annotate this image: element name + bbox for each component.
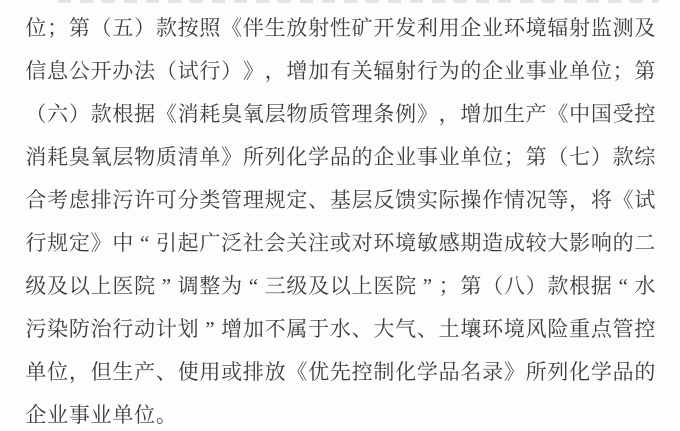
character: 第 bbox=[460, 274, 482, 298]
character: 七 bbox=[569, 145, 591, 169]
character: ； bbox=[612, 59, 634, 83]
character: 污 bbox=[25, 317, 47, 341]
character: 分 bbox=[177, 188, 199, 212]
character: 企 bbox=[25, 403, 47, 427]
character: 排 bbox=[90, 188, 112, 212]
character: 公 bbox=[68, 59, 90, 83]
character: 类 bbox=[199, 188, 221, 212]
character: 环 bbox=[503, 16, 525, 40]
character: 发 bbox=[395, 16, 417, 40]
character: 第 bbox=[68, 16, 90, 40]
character: 款 bbox=[547, 274, 569, 298]
character: 单 bbox=[460, 145, 482, 169]
character: 点 bbox=[590, 317, 612, 341]
character: 产 bbox=[525, 102, 547, 126]
character: 引 bbox=[155, 231, 177, 255]
character: 属 bbox=[286, 317, 308, 341]
character: 据 bbox=[590, 274, 612, 298]
character: 染 bbox=[47, 317, 69, 341]
character: 息 bbox=[47, 59, 69, 83]
character: 以 bbox=[329, 274, 351, 298]
character: 的 bbox=[351, 145, 373, 169]
character: 位 bbox=[25, 16, 47, 40]
character: 先 bbox=[329, 360, 351, 384]
character: 气 bbox=[395, 317, 417, 341]
character: 管 bbox=[221, 188, 243, 212]
character: 险 bbox=[547, 317, 569, 341]
character: 化 bbox=[569, 360, 591, 384]
character: 》 bbox=[90, 231, 112, 255]
character: 医 bbox=[373, 274, 395, 298]
character: 对 bbox=[351, 231, 373, 255]
character: 单 bbox=[25, 360, 47, 384]
character: ” bbox=[161, 274, 172, 298]
text-line bbox=[25, 351, 657, 394]
character: 物 bbox=[286, 102, 308, 126]
character: 及 bbox=[308, 274, 330, 298]
text-line bbox=[25, 7, 657, 50]
character: 医 bbox=[112, 274, 134, 298]
character: 重 bbox=[569, 317, 591, 341]
character: 列 bbox=[547, 360, 569, 384]
character: 增 bbox=[221, 317, 243, 341]
character: 、 bbox=[308, 188, 330, 212]
character: 八 bbox=[503, 274, 525, 298]
character: 院 bbox=[134, 274, 156, 298]
character: 、 bbox=[155, 360, 177, 384]
character: 水 bbox=[634, 274, 656, 298]
character: 敏 bbox=[416, 231, 438, 255]
character: ） bbox=[221, 59, 243, 83]
character: 业 bbox=[438, 145, 460, 169]
character: 《 bbox=[612, 188, 634, 212]
character: 业 bbox=[90, 403, 112, 427]
character: 辐 bbox=[547, 16, 569, 40]
character: 开 bbox=[90, 59, 112, 83]
character: 测 bbox=[612, 16, 634, 40]
character: ， bbox=[569, 188, 591, 212]
character: 控 bbox=[351, 360, 373, 384]
character: ， bbox=[68, 360, 90, 384]
character: 感 bbox=[438, 231, 460, 255]
character: 社 bbox=[242, 231, 264, 255]
character: 基 bbox=[329, 188, 351, 212]
character: （ bbox=[25, 102, 47, 126]
character: 业 bbox=[395, 145, 417, 169]
character: 上 bbox=[351, 274, 373, 298]
character: 土 bbox=[438, 317, 460, 341]
character: 风 bbox=[525, 317, 547, 341]
character: 《 bbox=[286, 360, 308, 384]
character: 为 bbox=[438, 59, 460, 83]
character: 业 bbox=[482, 16, 504, 40]
character: 优 bbox=[308, 360, 330, 384]
character: 按 bbox=[177, 16, 199, 40]
character: 氧 bbox=[242, 102, 264, 126]
character: 增 bbox=[460, 102, 482, 126]
character: 化 bbox=[286, 145, 308, 169]
character: 臭 bbox=[68, 145, 90, 169]
character: 行 bbox=[416, 59, 438, 83]
character: 所 bbox=[242, 145, 264, 169]
character: 行 bbox=[199, 59, 221, 83]
character: 的 bbox=[634, 360, 656, 384]
character: 院 bbox=[395, 274, 417, 298]
character: 境 bbox=[395, 231, 417, 255]
character: 治 bbox=[90, 317, 112, 341]
character: 生 bbox=[503, 102, 525, 126]
character: ， bbox=[264, 59, 286, 83]
character: 上 bbox=[90, 274, 112, 298]
character: 例 bbox=[395, 102, 417, 126]
character: 层 bbox=[351, 188, 373, 212]
character: 品 bbox=[612, 360, 634, 384]
text-line bbox=[25, 394, 657, 431]
character: 企 bbox=[460, 16, 482, 40]
character: 矿 bbox=[351, 16, 373, 40]
character: 名 bbox=[460, 360, 482, 384]
character: （ bbox=[155, 59, 177, 83]
character: 第 bbox=[525, 145, 547, 169]
character: 》 bbox=[416, 102, 438, 126]
character: 办 bbox=[112, 59, 134, 83]
character: 反 bbox=[373, 188, 395, 212]
character: 划 bbox=[177, 317, 199, 341]
character: 位 bbox=[590, 59, 612, 83]
character: 事 bbox=[68, 403, 90, 427]
character: 际 bbox=[438, 188, 460, 212]
character: 操 bbox=[460, 188, 482, 212]
character: 管 bbox=[329, 102, 351, 126]
character: 》 bbox=[503, 360, 525, 384]
character: 影 bbox=[569, 231, 591, 255]
character: 级 bbox=[25, 274, 47, 298]
text-line bbox=[25, 50, 657, 93]
character: 业 bbox=[47, 403, 69, 427]
character: 据 bbox=[134, 102, 156, 126]
character: 境 bbox=[525, 16, 547, 40]
character: 利 bbox=[416, 16, 438, 40]
character: 单 bbox=[569, 59, 591, 83]
character: 品 bbox=[329, 145, 351, 169]
character: ） bbox=[590, 145, 612, 169]
character: 射 bbox=[569, 16, 591, 40]
character: 用 bbox=[438, 16, 460, 40]
character: 有 bbox=[329, 59, 351, 83]
character: 《 bbox=[155, 102, 177, 126]
character: 臭 bbox=[221, 102, 243, 126]
character: 注 bbox=[308, 231, 330, 255]
character: 五 bbox=[112, 16, 134, 40]
character: 企 bbox=[482, 59, 504, 83]
character: 《 bbox=[221, 16, 243, 40]
character: 耗 bbox=[47, 145, 69, 169]
character: 》 bbox=[242, 59, 264, 83]
character: 质 bbox=[155, 145, 177, 169]
character: 规 bbox=[47, 231, 69, 255]
character: ； bbox=[438, 274, 460, 298]
character: 学 bbox=[308, 145, 330, 169]
character: 及 bbox=[634, 16, 656, 40]
character: 氧 bbox=[90, 145, 112, 169]
character: 六 bbox=[47, 102, 69, 126]
character: 根 bbox=[112, 102, 134, 126]
character: 将 bbox=[590, 188, 612, 212]
character: 控 bbox=[634, 317, 656, 341]
character: “ bbox=[618, 274, 628, 298]
character: ； bbox=[503, 145, 525, 169]
character: 控 bbox=[634, 102, 656, 126]
character: 消 bbox=[177, 102, 199, 126]
character: 录 bbox=[482, 360, 504, 384]
text-line bbox=[25, 308, 657, 351]
character: 排 bbox=[242, 360, 264, 384]
character: 起 bbox=[177, 231, 199, 255]
character: 考 bbox=[47, 188, 69, 212]
character: 使 bbox=[177, 360, 199, 384]
character: ” bbox=[422, 274, 433, 298]
character: 等 bbox=[547, 188, 569, 212]
character: 产 bbox=[134, 360, 156, 384]
character: 实 bbox=[416, 188, 438, 212]
character: 以 bbox=[68, 274, 90, 298]
character: 性 bbox=[329, 16, 351, 40]
character: 信 bbox=[25, 59, 47, 83]
character: 成 bbox=[503, 231, 525, 255]
text-line bbox=[25, 222, 657, 265]
character: 第 bbox=[634, 59, 656, 83]
character: 虑 bbox=[68, 188, 90, 212]
character: 可 bbox=[155, 188, 177, 212]
character: ） bbox=[134, 16, 156, 40]
character: 泛 bbox=[221, 231, 243, 255]
character: 射 bbox=[308, 16, 330, 40]
character: 为 bbox=[221, 274, 243, 298]
character: 管 bbox=[612, 317, 634, 341]
character: 伴 bbox=[242, 16, 264, 40]
character: 定 bbox=[68, 231, 90, 255]
character: 试 bbox=[634, 188, 656, 212]
character: （ bbox=[90, 16, 112, 40]
character: 的 bbox=[612, 231, 634, 255]
character: 关 bbox=[286, 231, 308, 255]
text-line bbox=[25, 179, 657, 222]
character: 情 bbox=[503, 188, 525, 212]
text-line bbox=[25, 265, 657, 308]
character: 放 bbox=[286, 16, 308, 40]
character: 位 bbox=[482, 145, 504, 169]
character: 化 bbox=[395, 360, 417, 384]
character: 合 bbox=[25, 188, 47, 212]
character: 受 bbox=[612, 102, 634, 126]
character: 层 bbox=[264, 102, 286, 126]
character: “ bbox=[139, 231, 150, 255]
character: 况 bbox=[525, 188, 547, 212]
character: 质 bbox=[308, 102, 330, 126]
character: 监 bbox=[590, 16, 612, 40]
character: 环 bbox=[482, 317, 504, 341]
character: 生 bbox=[264, 16, 286, 40]
character: 计 bbox=[155, 317, 177, 341]
character: 二 bbox=[634, 231, 656, 255]
character: 生 bbox=[112, 360, 134, 384]
character: 三 bbox=[264, 274, 286, 298]
character: 响 bbox=[590, 231, 612, 255]
character: 中 bbox=[112, 231, 134, 255]
character: 国 bbox=[590, 102, 612, 126]
character: 综 bbox=[634, 145, 656, 169]
character: 品 bbox=[438, 360, 460, 384]
character: 理 bbox=[351, 102, 373, 126]
character: 、 bbox=[351, 317, 373, 341]
character: 污 bbox=[112, 188, 134, 212]
character: 加 bbox=[242, 317, 264, 341]
clipped-previous-line bbox=[58, 0, 658, 3]
character: “ bbox=[248, 274, 259, 298]
character: 或 bbox=[221, 360, 243, 384]
character: 学 bbox=[416, 360, 438, 384]
character: 条 bbox=[373, 102, 395, 126]
character: 理 bbox=[242, 188, 264, 212]
character: 但 bbox=[90, 360, 112, 384]
character: 单 bbox=[112, 403, 134, 427]
character: ） bbox=[68, 102, 90, 126]
character: 开 bbox=[373, 16, 395, 40]
character: 防 bbox=[68, 317, 90, 341]
character: 位 bbox=[47, 360, 69, 384]
paragraph bbox=[25, 7, 657, 431]
character: 广 bbox=[199, 231, 221, 255]
character: 辐 bbox=[373, 59, 395, 83]
character: 境 bbox=[503, 317, 525, 341]
character: 款 bbox=[90, 102, 112, 126]
character: 规 bbox=[264, 188, 286, 212]
character: 环 bbox=[373, 231, 395, 255]
character: 增 bbox=[286, 59, 308, 83]
character: 会 bbox=[264, 231, 286, 255]
character: 行 bbox=[112, 317, 134, 341]
character: 事 bbox=[416, 145, 438, 169]
character: 作 bbox=[482, 188, 504, 212]
character: 列 bbox=[264, 145, 286, 169]
character: 用 bbox=[199, 360, 221, 384]
character: 期 bbox=[460, 231, 482, 255]
character: 大 bbox=[547, 231, 569, 255]
character: 壤 bbox=[460, 317, 482, 341]
character: 馈 bbox=[395, 188, 417, 212]
character: 水 bbox=[329, 317, 351, 341]
character: ” bbox=[205, 317, 215, 341]
character: 层 bbox=[112, 145, 134, 169]
character: ） bbox=[525, 274, 547, 298]
character: 制 bbox=[373, 360, 395, 384]
character: 或 bbox=[329, 231, 351, 255]
character: （ bbox=[482, 274, 504, 298]
character: 于 bbox=[308, 317, 330, 341]
character: 造 bbox=[482, 231, 504, 255]
character: 所 bbox=[525, 360, 547, 384]
character: 业 bbox=[547, 59, 569, 83]
character: 较 bbox=[525, 231, 547, 255]
character: 事 bbox=[525, 59, 547, 83]
character: 整 bbox=[199, 274, 221, 298]
character: ， bbox=[438, 102, 460, 126]
character: 的 bbox=[460, 59, 482, 83]
character: 款 bbox=[155, 16, 177, 40]
character: 物 bbox=[134, 145, 156, 169]
character: 定 bbox=[286, 188, 308, 212]
character: 消 bbox=[25, 145, 47, 169]
character: 根 bbox=[569, 274, 591, 298]
character: 关 bbox=[351, 59, 373, 83]
character: 加 bbox=[308, 59, 330, 83]
character: 款 bbox=[612, 145, 634, 169]
character: 大 bbox=[373, 317, 395, 341]
character: 。 bbox=[155, 403, 177, 427]
text-line bbox=[25, 93, 657, 136]
character: 单 bbox=[199, 145, 221, 169]
character: 学 bbox=[590, 360, 612, 384]
character: 《 bbox=[547, 102, 569, 126]
character: 清 bbox=[177, 145, 199, 169]
character: 级 bbox=[286, 274, 308, 298]
character: 放 bbox=[264, 360, 286, 384]
character: ； bbox=[47, 16, 69, 40]
character: 中 bbox=[569, 102, 591, 126]
character: 调 bbox=[177, 274, 199, 298]
character: 许 bbox=[134, 188, 156, 212]
character: 照 bbox=[199, 16, 221, 40]
character: 射 bbox=[395, 59, 417, 83]
character: 、 bbox=[416, 317, 438, 341]
character: 法 bbox=[134, 59, 156, 83]
character: 企 bbox=[373, 145, 395, 169]
character: 动 bbox=[134, 317, 156, 341]
character: 耗 bbox=[199, 102, 221, 126]
character: 不 bbox=[264, 317, 286, 341]
character: 业 bbox=[503, 59, 525, 83]
text-line bbox=[25, 136, 657, 179]
character: 行 bbox=[25, 231, 47, 255]
character: 及 bbox=[47, 274, 69, 298]
character: 位 bbox=[134, 403, 156, 427]
character: （ bbox=[547, 145, 569, 169]
character: 试 bbox=[177, 59, 199, 83]
character: 加 bbox=[482, 102, 504, 126]
character: 》 bbox=[221, 145, 243, 169]
